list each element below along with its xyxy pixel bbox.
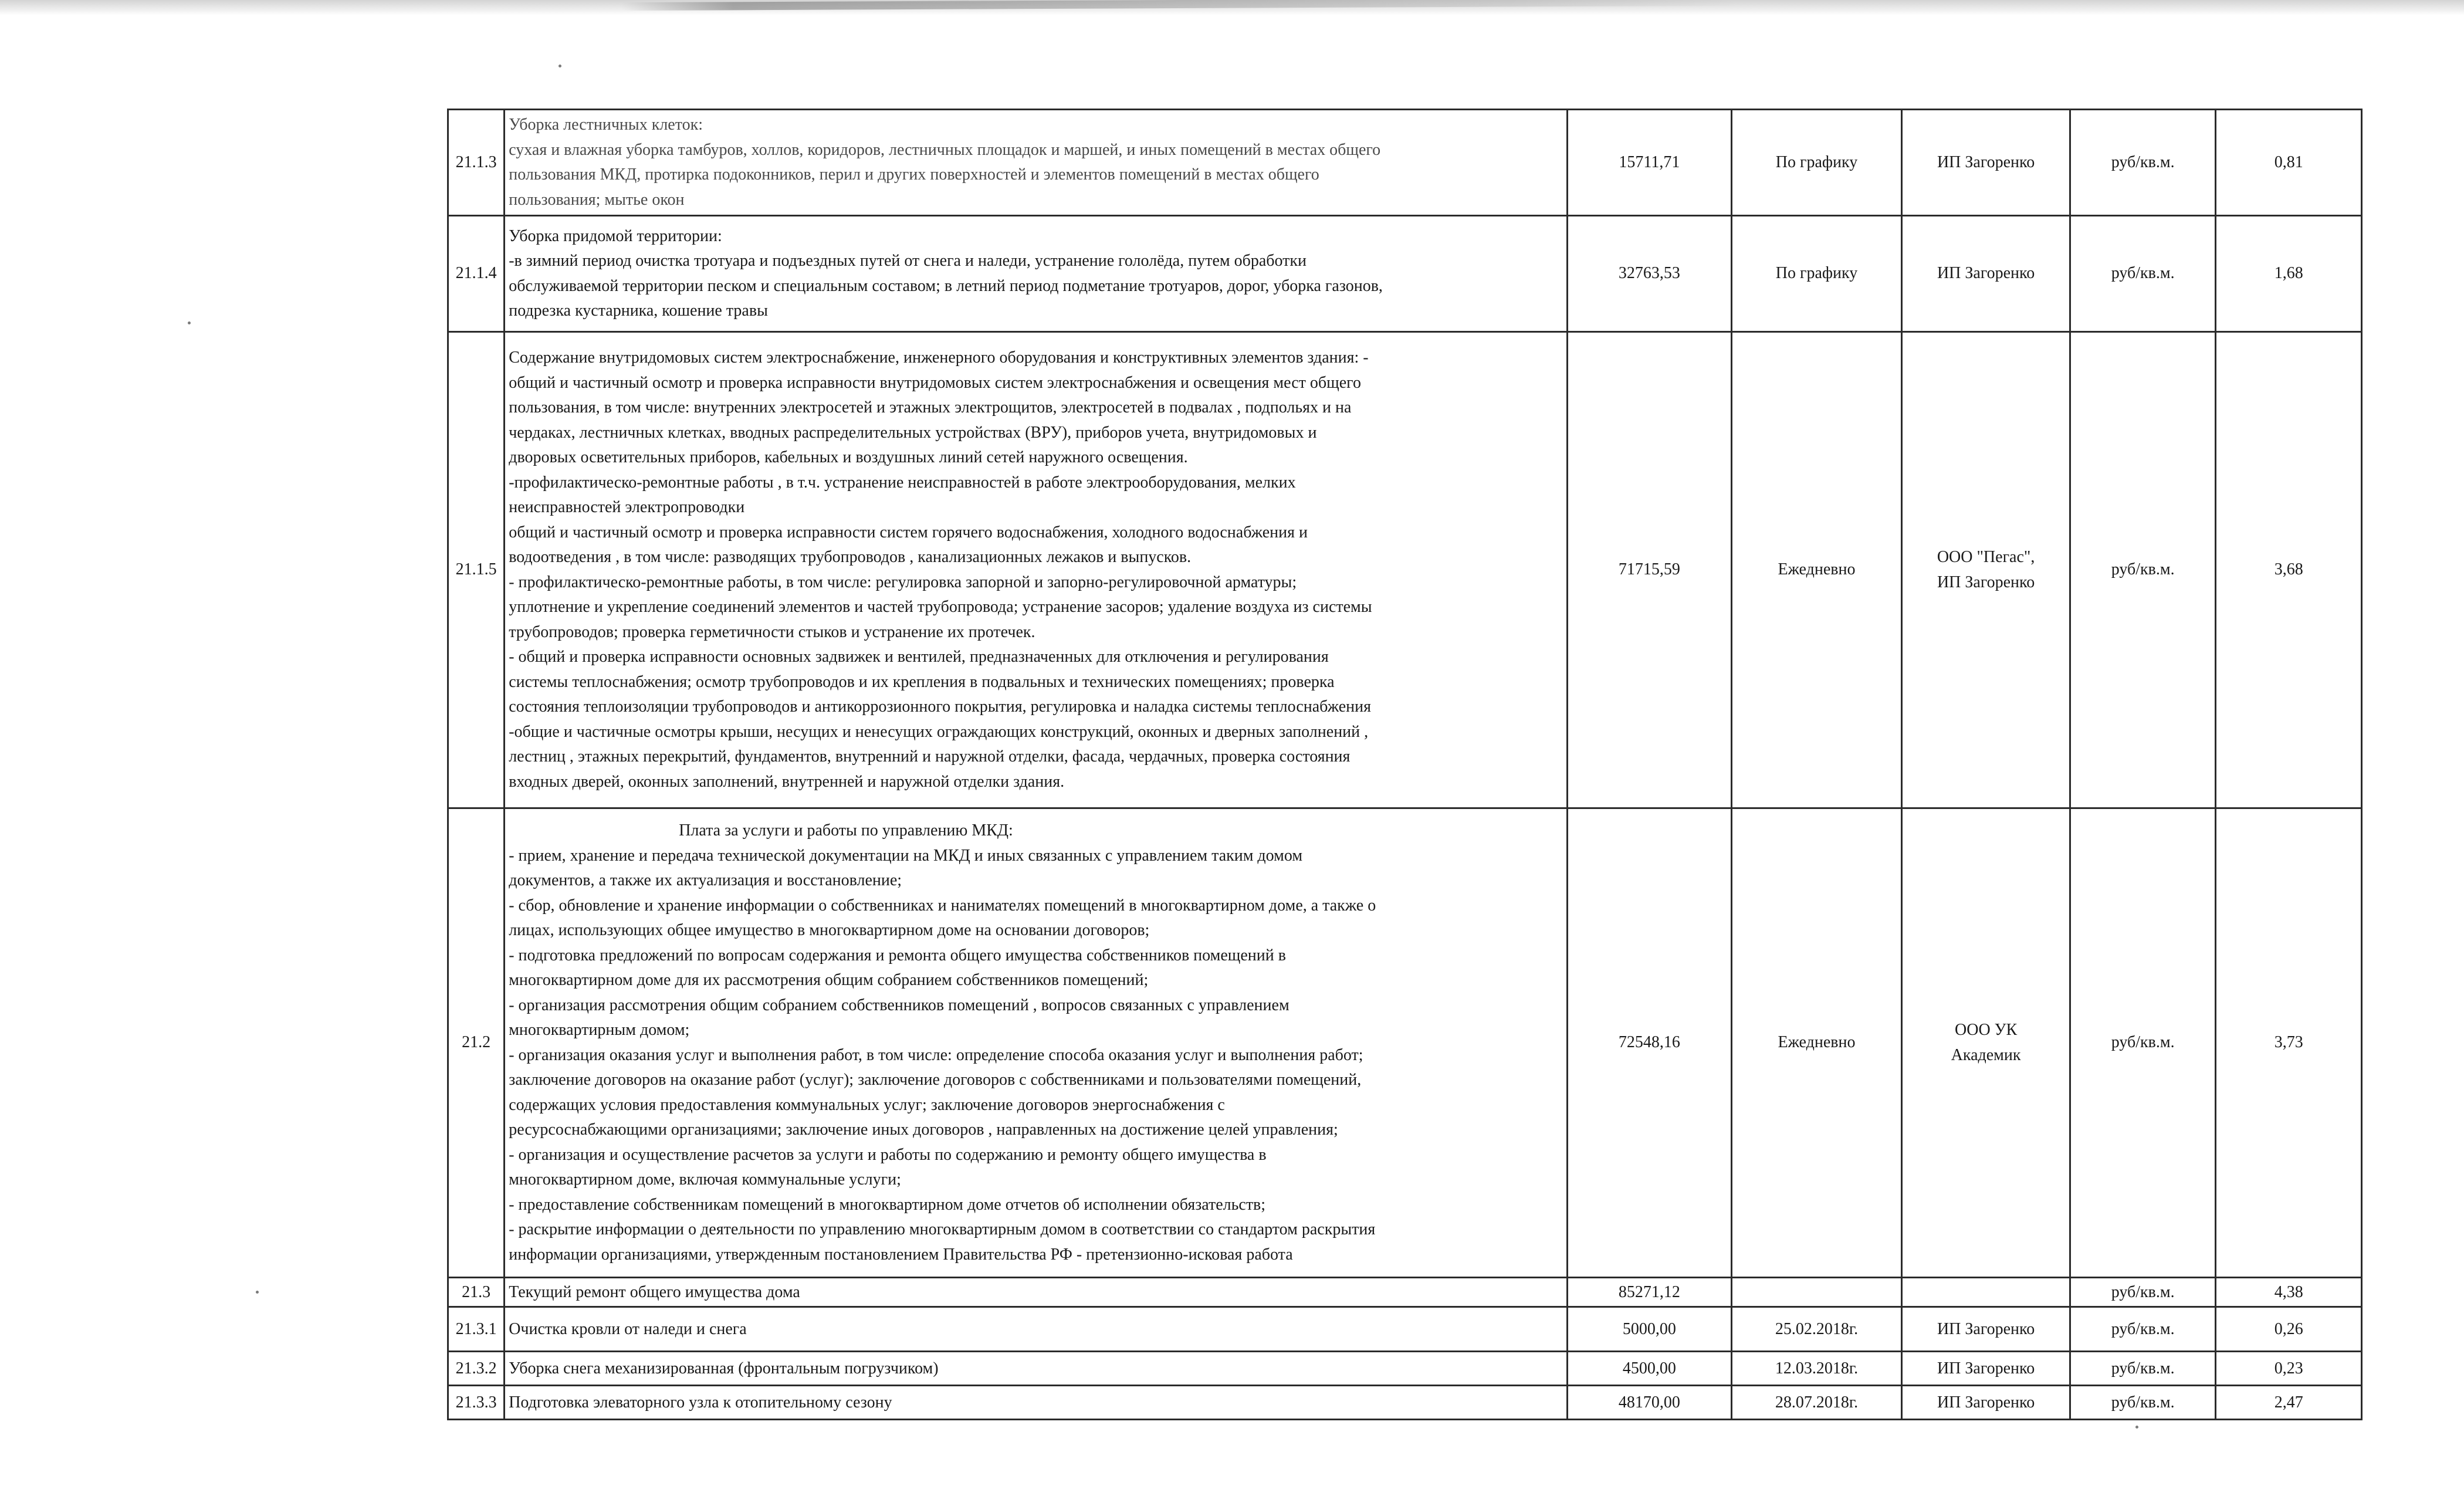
unit-cell: руб/кв.м.	[2070, 332, 2216, 808]
description-line: содержащих условия предоставления коммунальных услуг; заключение договоров энергоснабжения с	[509, 1095, 1225, 1114]
period-cell: Ежедневно	[1731, 332, 1902, 808]
table-row	[448, 216, 2362, 332]
table-row	[448, 1352, 2362, 1386]
description-line: пользования, в том числе: внутренних электросетей и этажных электрощитов, электросетей в подвалах , подпольях и на	[509, 398, 1352, 417]
rate-cell: 0,23	[2216, 1352, 2362, 1386]
contractor-cell: ИП Загоренко	[1902, 1307, 2070, 1352]
rate-cell: 3,73	[2216, 808, 2362, 1278]
period-cell: 28.07.2018г.	[1731, 1386, 1902, 1420]
description-line: трубопроводов; проверка герметичности стыков и устранение их протечек.	[509, 622, 1035, 641]
amount-cell: 5000,00	[1568, 1307, 1732, 1352]
description-line: многоквартирном доме для их рассмотрения общим собранием собственников помещений;	[509, 971, 1149, 989]
unit-cell: руб/кв.м.	[2070, 808, 2216, 1278]
unit-cell: руб/кв.м.	[2070, 1386, 2216, 1420]
period-cell	[1731, 1278, 1902, 1307]
services-table	[447, 109, 2363, 1420]
description-line: Уборка придомой территории:	[509, 226, 722, 245]
description-line: -общие и частичные осмотры крыши, несущих и ненесущих ограждающих конструкций, оконных и дверных заполнений ,	[509, 722, 1369, 741]
row-number: 21.3	[448, 1278, 505, 1307]
description-line: чердаках, лестничных клетках, вводных распределительных устройствах (ВРУ), приборов учета, внутридомовых и	[509, 423, 1317, 442]
table-row	[448, 110, 2362, 216]
contractor-line: ООО УК	[1955, 1021, 2018, 1039]
table-row	[448, 1386, 2362, 1420]
row-number: 21.3.1	[448, 1307, 505, 1352]
amount-cell: 15711,71	[1568, 110, 1732, 216]
contractor-cell: ИП Загоренко	[1902, 216, 2070, 332]
period-cell: Ежедневно	[1731, 808, 1902, 1278]
row-text: Подготовка элеваторного узла к отопительному сезону	[505, 1386, 1568, 1420]
description-line: уплотнение и укрепление соединений элементов и частей трубопровода; устранение засоров; удаление воздуха из системы	[509, 598, 1372, 616]
amount-cell: 4500,00	[1568, 1352, 1732, 1386]
contractor-cell: ИП Загоренко	[1902, 110, 2070, 216]
contractor-cell: ИП Загоренко	[1902, 1386, 2070, 1420]
period-cell: 12.03.2018г.	[1731, 1352, 1902, 1386]
description-line: общий и частичный осмотр и проверка исправности внутридомовых систем электроснабжения и освещения мест общего	[509, 373, 1361, 392]
row-number: 21.1.5	[448, 332, 505, 808]
unit-cell: руб/кв.м.	[2070, 1307, 2216, 1352]
description-line: неисправностей электропроводки	[509, 498, 745, 516]
description-line: - раскрытие информации о деятельности по управлению многоквартирным домом в соответствии со стандартом раскрытия	[509, 1220, 1376, 1238]
row-description	[505, 110, 1568, 216]
unit-cell: руб/кв.м.	[2070, 110, 2216, 216]
description-line: водоотведения , в том числе: разводящих трубопроводов , канализационных лежаков и выпусков.	[509, 548, 1192, 566]
rate-cell: 0,26	[2216, 1307, 2362, 1352]
row-number: 21.2	[448, 808, 505, 1278]
rate-cell: 3,68	[2216, 332, 2362, 808]
section-heading: Плата за услуги и работы по управлению МКД:	[679, 821, 1013, 840]
row-title: Текущий ремонт общего имущества дома	[505, 1278, 1568, 1307]
table-row	[448, 1278, 2362, 1307]
unit-cell: руб/кв.м.	[2070, 216, 2216, 332]
row-description	[505, 332, 1568, 808]
unit-cell: руб/кв.м.	[2070, 1278, 2216, 1307]
description-line: - предоставление собственникам помещений в многоквартирном доме отчетов об исполнении обязательств;	[509, 1195, 1266, 1214]
description-line: лицах, использующих общее имущество в многоквартирном доме на основании договоров;	[509, 921, 1150, 939]
rate-cell: 0,81	[2216, 110, 2362, 216]
amount-cell: 85271,12	[1568, 1278, 1732, 1307]
description-line: подрезка кустарника, кошение травы	[509, 302, 768, 320]
contractor-cell	[1902, 332, 2070, 808]
row-description	[505, 216, 1568, 332]
contractor-cell	[1902, 1278, 2070, 1307]
row-text: Очистка кровли от наледи и снега	[505, 1307, 1568, 1352]
unit-cell: руб/кв.м.	[2070, 1352, 2216, 1386]
table-row	[448, 332, 2362, 808]
description-line: ресурсоснабжающими организациями; заключение иных договоров , направленных на достижение целей управления;	[509, 1121, 1338, 1139]
description-line: - организация оказания услуг и выполнения работ, в том числе: определение способа оказания услуг и выполнения работ;	[509, 1045, 1363, 1064]
contractor-cell	[1902, 808, 2070, 1278]
period-cell: По графику	[1731, 110, 1902, 216]
row-number: 21.3.2	[448, 1352, 505, 1386]
rate-cell: 4,38	[2216, 1278, 2362, 1307]
description-line: Уборка лестничных клеток:	[509, 116, 703, 134]
period-cell: По графику	[1731, 216, 1902, 332]
contractor-line: Академик	[1951, 1045, 2021, 1064]
description-line: - подготовка предложений по вопросам содержания и ремонта общего имущества собственников помещений в	[509, 946, 1286, 964]
row-description	[505, 808, 1568, 1278]
description-line: - организация рассмотрения общим собранием собственников помещений , вопросов связанных с управлением	[509, 996, 1289, 1014]
description-line: дворовых осветительных приборов, кабельных и воздушных линий сетей наружного освещения.	[509, 448, 1188, 466]
row-number: 21.3.3	[448, 1386, 505, 1420]
period-cell: 25.02.2018г.	[1731, 1307, 1902, 1352]
row-number: 21.1.4	[448, 216, 505, 332]
description-line: - общий и проверка исправности основных задвижек и вентилей, предназначенных для отключения и регулирования	[509, 648, 1329, 666]
table-row	[448, 1307, 2362, 1352]
description-line: многоквартирном доме, включая коммунальные услуги;	[509, 1170, 901, 1189]
contractor-cell: ИП Загоренко	[1902, 1352, 2070, 1386]
scan-dust	[256, 1291, 259, 1294]
description-line: состояния теплоизоляции трубопроводов и антикоррозионного покрытия, регулировка и наладка системы теплоснабжения	[509, 698, 1371, 716]
table-row	[448, 808, 2362, 1278]
contractor-line: ИП Загоренко	[1937, 573, 2035, 591]
description-line: лестниц , этажных перекрытий, фундаментов, внутренний и наружной отделки, фасада, чердачных, проверка состояния	[509, 747, 1351, 766]
rate-cell: 2,47	[2216, 1386, 2362, 1420]
contractor-line: ООО "Пегас",	[1937, 548, 2035, 566]
description-line: - организация и осуществление расчетов за услуги и работы по содержанию и ремонту общего имущества в	[509, 1145, 1267, 1164]
amount-cell: 71715,59	[1568, 332, 1732, 808]
scan-dust	[2135, 1426, 2138, 1429]
description-line: Содержание внутридомовых систем электроснабжение, инженерного оборудования и конструктивных элементов здания: -	[509, 348, 1369, 367]
description-line: -в зимний период очистка тротуара и подъездных путей от снега и наледи, устранение гололёда, путем обработки	[509, 252, 1307, 270]
description-line: заключение договоров на оказание работ (услуг); заключение договоров с собственниками и пользователями помещений,	[509, 1071, 1362, 1089]
description-line: системы теплоснабжения; осмотр трубопроводов и их крепления в подвальных и технических помещениях; проверка	[509, 672, 1335, 691]
scan-dust	[559, 65, 561, 67]
description-line: общий и частичный осмотр и проверка исправности систем горячего водоснабжения, холодного водоснабжения и	[509, 523, 1308, 541]
description-line: документов, а также их актуализация и восстановление;	[509, 871, 902, 889]
description-line: информации организациями, утвержденным постановлением Правительства РФ - претензионно-исковая работа	[509, 1245, 1293, 1264]
scan-dust	[188, 321, 191, 324]
amount-cell: 48170,00	[1568, 1386, 1732, 1420]
amount-cell: 32763,53	[1568, 216, 1732, 332]
description-line: входных дверей, оконных заполнений, внутренней и наружной отделки здания.	[509, 772, 1065, 791]
amount-cell: 72548,16	[1568, 808, 1732, 1278]
description-line: пользования МКД, протирка подоконников, перил и других поверхностей и элементов помещений в местах общего	[509, 165, 1319, 184]
description-line: - профилактическо-ремонтные работы, в том числе: регулировка запорной и запорно-регулировочной арматуры;	[509, 573, 1297, 591]
description-line: обслуживаемой территории песком и специальным составом; в летний период подметание тротуаров, дорог, уборка газонов,	[509, 276, 1383, 295]
description-line: пользования; мытье окон	[509, 190, 685, 209]
rate-cell: 1,68	[2216, 216, 2362, 332]
description-line: -профилактическо-ремонтные работы , в т.ч. устранение неисправностей в работе электрооборудования, мелких	[509, 473, 1296, 492]
description-line: сухая и влажная уборка тамбуров, холлов, коридоров, лестничных площадок и маршей, и иных помещений в местах общего	[509, 140, 1381, 159]
row-text: Уборка снега механизированная (фронтальным погрузчиком)	[505, 1352, 1568, 1386]
description-line: - сбор, обновление и хранение информации о собственниках и нанимателях помещений в многоквартирном доме, а также о	[509, 896, 1376, 915]
row-number: 21.1.3	[448, 110, 505, 216]
description-line: - прием, хранение и передача технической документации на МКД и иных связанных с управлением таким домом	[509, 846, 1303, 865]
description-line: многоквартирным домом;	[509, 1021, 690, 1039]
